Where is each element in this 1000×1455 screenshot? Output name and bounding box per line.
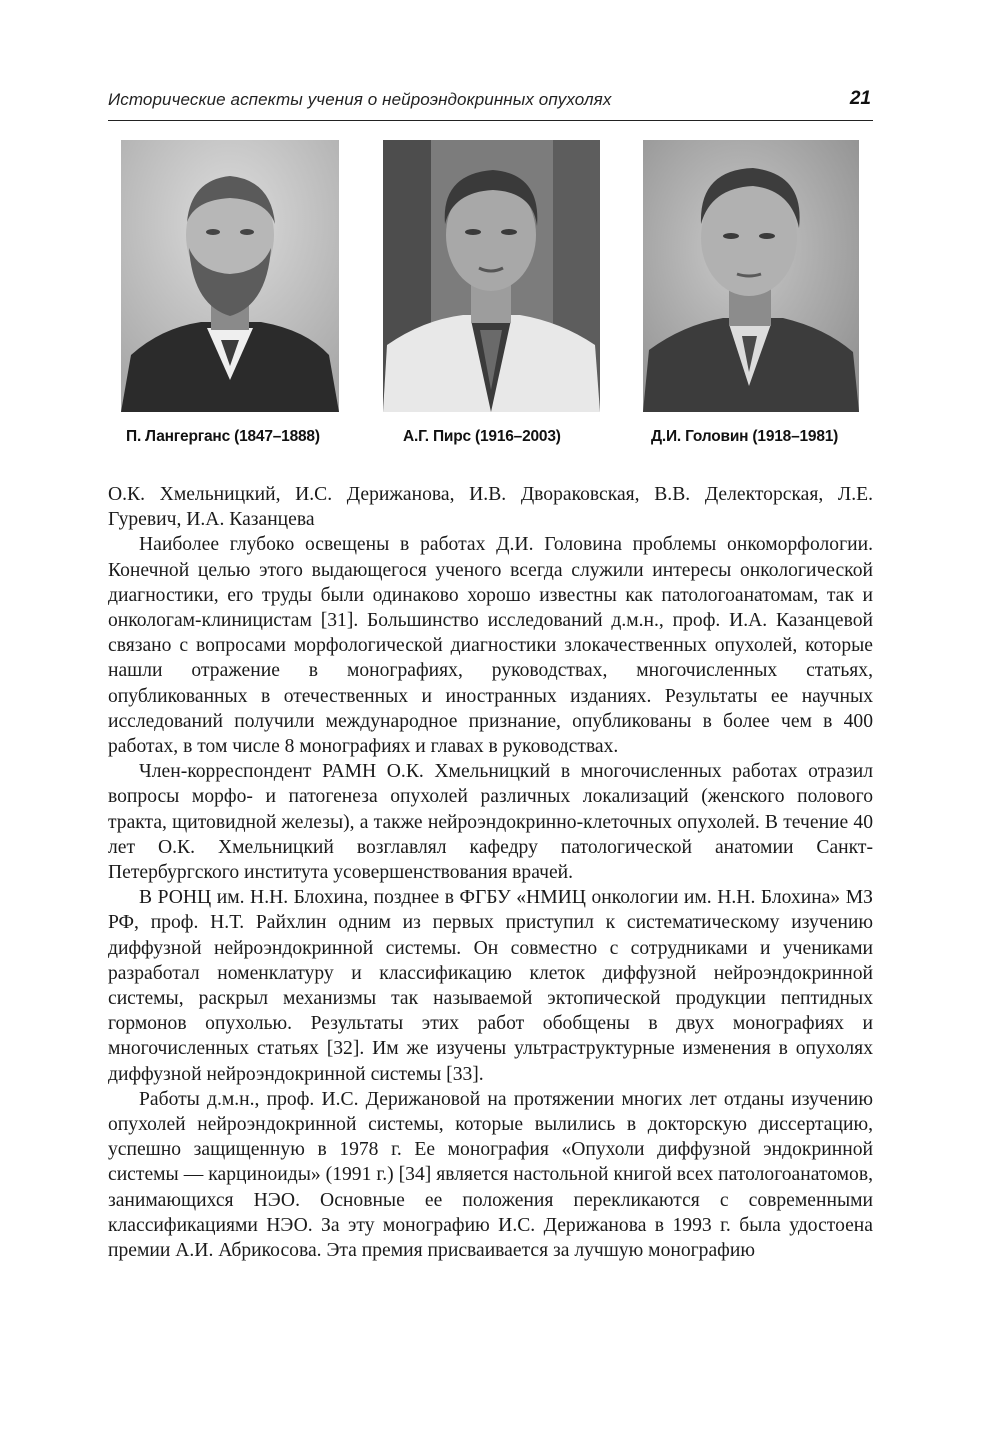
portrait-golovin-photo	[643, 140, 859, 412]
figure-caption: Д.И. Головин (1918–1981)	[651, 428, 839, 445]
paragraph: О.К. Хмельницкий, И.С. Дерижанова, И.В. Двораковская, В.В. Делекторская, Л.Е. Гуревич, И.А. Казанцева	[108, 484, 873, 531]
running-title: Исторические аспекты учения о нейроэндокринных опухолях	[108, 90, 612, 109]
paragraph: Член-корреспондент РАМН О.К. Хмельницкий в многочисленных работах отразил вопросы морфо- и патогенеза опухолей различных локализаций (женского полового тракта, щитовидной железы), а также нейроэндокринно-клеточных опухолей. В течение 40 лет О.К. Хмельницкий возглавлял кафедру патологической анатомии Санкт-Петербургского института усовершенствования врачей.	[108, 761, 873, 884]
figure-caption: А.Г. Пирс (1916–2003)	[403, 428, 561, 445]
running-header	[108, 86, 873, 121]
paragraph: Наиболее глубоко освещены в работах Д.И. Головина проблемы онкоморфологии. Конечной целью этого выдающегося ученого всегда служили интересы онкологической диагностики, его труды были одинаково хорошо известны как патологоанатомам, так и онкологам-клиницистам [31]. Большинство исследований д.м.н., проф. И.А. Казанцевой связано с вопросами морфологической диагностики злокачественных опухолей, которые нашли отражение в монографиях, руководствах, многочисленных статьях, опубликованных в отечественных и иностранных изданиях. Результаты ее научных исследований получили международное признание, опубликованы в более чем в 400 работах, в том числе 8 монографиях и главах в руководствах.	[108, 534, 873, 758]
portrait-pearse-photo	[383, 140, 600, 412]
page-number: 21	[849, 88, 871, 109]
figure-caption: П. Лангерганс (1847–1888)	[126, 428, 320, 445]
paragraph: Работы д.м.н., проф. И.С. Дерижановой на протяжении многих лет отданы изучению опухолей нейроэндокринной системы, которые вылились в докторскую диссертацию, успешно защищенную в 1978 г. Ее монография «Опухоли диффузной эндокринной системы — карциноиды» (1991 г.) [34] является настольной книгой всех патологоанатомов, занимающихся НЭО. Основные ее положения перекликаются с современными классификациями НЭО. За эту монографию И.С. Дерижанова в 1993 г. была удостоена премии А.И. Абрикосова. Эта премия присваивается за лучшую монографию	[108, 1088, 873, 1262]
paragraph: В РОНЦ им. Н.Н. Блохина, позднее в ФГБУ «НМИЦ онкологии им. Н.Н. Блохина» МЗ РФ, проф. Н.Т. Райхлин одним из первых приступил к систематическому изучению диффузной нейроэндокринной системы. Он совместно с сотрудниками и учениками разработал номенклатуру и классификацию клеток диффузной нейроэндокринной системы, раскрыл механизмы так называемой эктопической продукции пептидных гормонов опухолью. Результаты этих работ обобщены в двух монографиях и многочисленных статьях [32]. Им же изучены ультраструктурные изменения в опухолях диффузной нейроэндокринной системы [33].	[108, 887, 873, 1085]
portrait-langerhans-photo	[121, 140, 339, 412]
body-text	[108, 482, 873, 1263]
